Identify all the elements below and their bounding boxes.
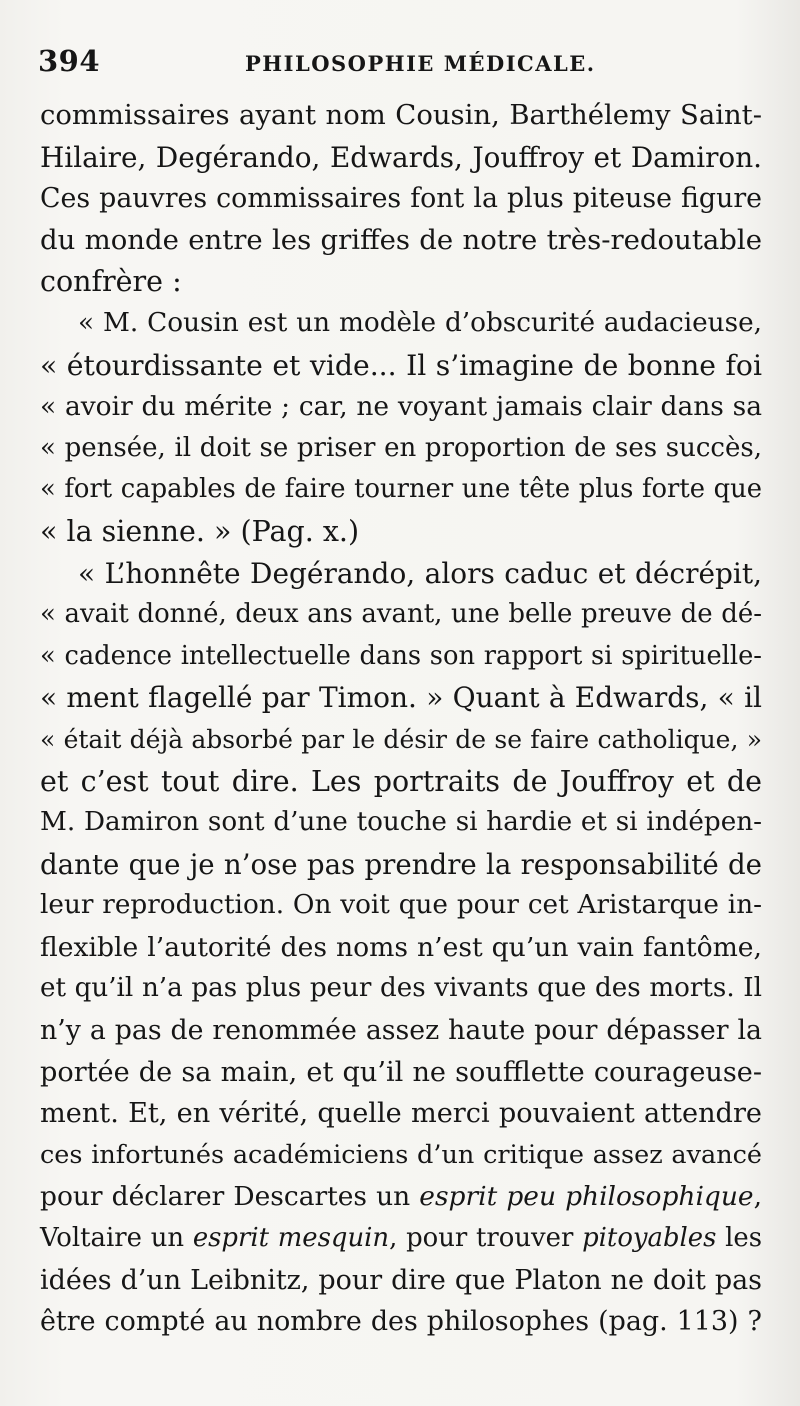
- text-line: « fort capables de faire tourner une tête plus forte que: [40, 474, 762, 505]
- text-line: M. Damiron sont d’une touche si hardie et si indépen-: [40, 807, 762, 838]
- text-line: « la sienne. » (Pag. x.): [40, 514, 360, 548]
- italic-text: esprit mesquin: [192, 1223, 390, 1254]
- body-text: [40, 95, 762, 1343]
- text-line: commissaires ayant nom Cousin, Barthélemy Saint-: [40, 100, 762, 131]
- text-line: « M. Cousin est un modèle d’obscurité audacieuse,: [78, 307, 762, 338]
- text-line: ment. Et, en vérité, quelle merci pouvaient attendre: [40, 1098, 762, 1130]
- text-line: et qu’il n’a pas plus peur des vivants que des morts. Il: [40, 973, 762, 1004]
- italic-text: pitoyables: [582, 1223, 717, 1254]
- text-line: [40, 1218, 762, 1260]
- text-line: du monde entre les griffes de notre très-redoutable: [40, 223, 762, 256]
- text-line: confrère :: [40, 265, 182, 299]
- text-line: portée de sa main, et qu’il ne soufflette courageuse-: [40, 1056, 762, 1088]
- text-line: « ment flagellé par Timon. » Quant à Edwards, « il: [40, 681, 762, 715]
- text-segment: , pour trouver: [389, 1223, 583, 1254]
- text-line: « L’honnête Degérando, alors caduc et décrépit,: [78, 556, 762, 590]
- text-line: Ces pauvres commissaires font la plus piteuse figure: [40, 183, 762, 215]
- text-line: être compté au nombre des philosophes (pag. 113) ?: [40, 1306, 762, 1338]
- text-line: « était déjà absorbé par le désir de se faire catholique, »: [40, 724, 762, 754]
- text-line: « pensée, il doit se priser en proportion de ses succès,: [40, 432, 762, 463]
- running-title: PHILOSOPHIE MÉDICALE.: [245, 51, 596, 76]
- text-segment: ,: [753, 1181, 762, 1213]
- text-segment: les: [716, 1223, 763, 1254]
- text-line: n’y a pas de renommée assez haute pour dépasser la: [40, 1015, 762, 1047]
- text-segment: pour déclarer Descartes un: [40, 1181, 420, 1213]
- text-line: dante que je n’ose pas prendre la responsabilité de: [40, 847, 762, 881]
- text-line: flexible l’autorité des noms n’est qu’un vain fantôme,: [40, 931, 762, 963]
- italic-text: esprit peu philosophique: [419, 1181, 754, 1213]
- text-line: idées d’un Leibnitz, pour dire que Platon ne doit pas: [40, 1264, 762, 1296]
- text-line: ces infortunés académiciens d’un critique assez avancé: [40, 1139, 762, 1170]
- text-line: « cadence intellectuelle dans son rapport si spirituelle-: [40, 640, 762, 671]
- text-line: [40, 1176, 762, 1218]
- text-line: Hilaire, Degérando, Edwards, Jouffroy et Damiron.: [40, 140, 762, 174]
- text-line: et c’est tout dire. Les portraits de Jouffroy et de: [40, 764, 762, 798]
- text-line: « étourdissante et vide... Il s’imagine de bonne foi: [40, 348, 762, 382]
- page-header: [38, 44, 758, 84]
- page-number: 394: [38, 44, 101, 78]
- text-segment: Voltaire un: [40, 1223, 193, 1254]
- text-line: leur reproduction. On voit que pour cet Aristarque in-: [40, 890, 762, 921]
- text-line: « avait donné, deux ans avant, une belle preuve de dé-: [40, 599, 762, 630]
- text-line: « avoir du mérite ; car, ne voyant jamais clair dans sa: [40, 391, 762, 423]
